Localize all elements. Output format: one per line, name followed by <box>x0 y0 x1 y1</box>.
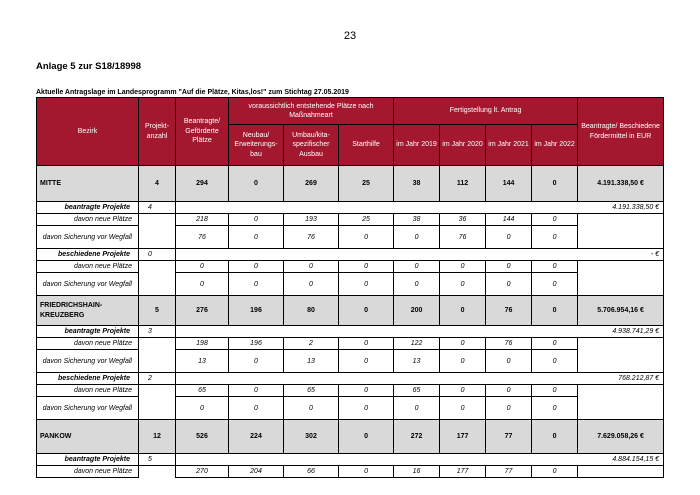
cell-neubau: 0 <box>229 385 284 397</box>
cell-2019: 0 <box>394 273 440 296</box>
cell-umbau: 80 <box>284 296 339 326</box>
detail-label: davon neue Plätze <box>37 214 139 226</box>
cell-umbau: 0 <box>284 261 339 273</box>
cell-betrag: 4.938.741,29 € <box>578 326 664 338</box>
cell-2022: 0 <box>532 226 578 249</box>
detail-label: davon neue Plätze <box>37 466 139 478</box>
cell-2022: 0 <box>532 296 578 326</box>
cell-starthilfe: 0 <box>339 385 394 397</box>
cell-anzahl: 5 <box>139 454 176 466</box>
blank-cell <box>578 466 664 478</box>
blank-cell <box>139 214 176 249</box>
table-caption: Aktuelle Antragslage im Landesprogramm "Auf die Plätze, Kitas,los!" zum Stichtag 27.05.2019 <box>36 89 349 96</box>
district-row-friedrichshain-kreuzberg <box>37 296 664 326</box>
detail-label: davon neue Plätze <box>37 338 139 350</box>
col-bezirk: Bezirk <box>37 98 139 166</box>
cell-2021: 0 <box>486 226 532 249</box>
district-row-pankow <box>37 420 664 454</box>
cell-neubau: 224 <box>229 420 284 454</box>
cell-2021: 76 <box>486 338 532 350</box>
cell-umbau: 302 <box>284 420 339 454</box>
cell-2020: 0 <box>440 350 486 373</box>
cell-anzahl: 4 <box>139 166 176 202</box>
cell-umbau: 0 <box>284 273 339 296</box>
cell-2019: 13 <box>394 350 440 373</box>
subhead-row-mitte-beschieden <box>37 249 664 261</box>
cell-2019: 122 <box>394 338 440 350</box>
cell-neubau: 0 <box>229 397 284 420</box>
cell-2021: 144 <box>486 214 532 226</box>
blank-cell <box>578 338 664 373</box>
detail-row <box>37 261 664 273</box>
district-name: PANKOW <box>37 420 139 454</box>
cell-2020: 112 <box>440 166 486 202</box>
cell-2021: 0 <box>486 385 532 397</box>
cell-starthilfe: 25 <box>339 166 394 202</box>
cell-2021: 144 <box>486 166 532 202</box>
cell-umbau: 193 <box>284 214 339 226</box>
cell-anzahl: 12 <box>139 420 176 454</box>
blank-span <box>176 373 578 385</box>
cell-anzahl: 3 <box>139 326 176 338</box>
cell-2021: 0 <box>486 273 532 296</box>
blank-cell <box>578 214 664 249</box>
cell-2022: 0 <box>532 338 578 350</box>
cell-2019: 272 <box>394 420 440 454</box>
cell-betrag: 4.191.338,50 € <box>578 202 664 214</box>
cell-2020: 0 <box>440 273 486 296</box>
cell-umbau: 13 <box>284 350 339 373</box>
subhead-label: beantragte Projekte <box>37 454 139 466</box>
cell-2019: 0 <box>394 226 440 249</box>
col-group-fertigstellung: Fertigstellung lt. Antrag <box>394 98 578 125</box>
blank-cell <box>578 261 664 296</box>
cell-2022: 0 <box>532 261 578 273</box>
cell-neubau: 0 <box>229 214 284 226</box>
subhead-label: beantragte Projekte <box>37 202 139 214</box>
cell-betrag: 768.212,87 € <box>578 373 664 385</box>
cell-betrag: - € <box>578 249 664 261</box>
cell-2021: 0 <box>486 350 532 373</box>
cell-2022: 0 <box>532 350 578 373</box>
col-2019: im Jahr 2019 <box>394 125 440 166</box>
col-starthilfe: Starthilfe <box>339 125 394 166</box>
subhead-label: beschiedene Projekte <box>37 249 139 261</box>
blank-cell <box>139 338 176 373</box>
blank-cell <box>578 385 664 420</box>
cell-anzahl: 0 <box>139 249 176 261</box>
cell-betrag: 4.191.338,50 € <box>578 166 664 202</box>
cell-anzahl: 4 <box>139 202 176 214</box>
detail-label: davon neue Plätze <box>37 385 139 397</box>
col-foerdermittel: Beantragte/ Beschiedene Fördermittel in EUR <box>578 98 664 166</box>
cell-umbau: 2 <box>284 338 339 350</box>
cell-betrag: 4.884.154,15 € <box>578 454 664 466</box>
cell-plaetze: 270 <box>176 466 229 478</box>
cell-plaetze: 218 <box>176 214 229 226</box>
cell-umbau: 269 <box>284 166 339 202</box>
cell-2021: 0 <box>486 261 532 273</box>
subhead-row-pankow-beantragt <box>37 454 664 466</box>
cell-2020: 0 <box>440 261 486 273</box>
cell-2020: 76 <box>440 226 486 249</box>
cell-betrag: 5.706.954,16 € <box>578 296 664 326</box>
cell-2022: 0 <box>532 420 578 454</box>
subhead-row-mitte-beantragt <box>37 202 664 214</box>
detail-row <box>37 397 664 420</box>
cell-2021: 77 <box>486 420 532 454</box>
cell-neubau: 196 <box>229 296 284 326</box>
cell-plaetze: 276 <box>176 296 229 326</box>
cell-2019: 38 <box>394 214 440 226</box>
detail-label: davon neue Plätze <box>37 261 139 273</box>
cell-starthilfe: 0 <box>339 261 394 273</box>
cell-neubau: 0 <box>229 166 284 202</box>
cell-anzahl: 5 <box>139 296 176 326</box>
district-name: FRIEDRICHSHAIN-KREUZBERG <box>37 296 139 326</box>
cell-betrag: 7.629.058,26 € <box>578 420 664 454</box>
cell-2020: 177 <box>440 420 486 454</box>
blank-cell <box>139 466 176 478</box>
col-2022: im Jahr 2022 <box>532 125 578 166</box>
cell-2022: 0 <box>532 214 578 226</box>
cell-neubau: 0 <box>229 261 284 273</box>
cell-umbau: 65 <box>284 385 339 397</box>
detail-row <box>37 226 664 249</box>
cell-umbau: 0 <box>284 397 339 420</box>
cell-plaetze: 13 <box>176 350 229 373</box>
district-row-mitte <box>37 166 664 202</box>
page-number: 23 <box>343 30 357 42</box>
cell-starthilfe: 0 <box>339 226 394 249</box>
district-name: MITTE <box>37 166 139 202</box>
cell-2020: 0 <box>440 385 486 397</box>
cell-plaetze: 294 <box>176 166 229 202</box>
col-plaetze: Beantragte/ Geförderte Plätze <box>176 98 229 166</box>
cell-plaetze: 0 <box>176 273 229 296</box>
cell-umbau: 66 <box>284 466 339 478</box>
funding-table <box>36 97 664 478</box>
col-umbau: Umbau/kita-spezifischer Ausbau <box>284 125 339 166</box>
detail-row <box>37 385 664 397</box>
cell-starthilfe: 0 <box>339 273 394 296</box>
subhead-row-fk-beschieden <box>37 373 664 385</box>
cell-2020: 36 <box>440 214 486 226</box>
cell-2022: 0 <box>532 466 578 478</box>
detail-label: davon Sicherung vor Wegfall <box>37 350 139 373</box>
col-2020: im Jahr 2020 <box>440 125 486 166</box>
cell-anzahl: 2 <box>139 373 176 385</box>
detail-label: davon Sicherung vor Wegfall <box>37 397 139 420</box>
detail-row <box>37 338 664 350</box>
cell-starthilfe: 0 <box>339 397 394 420</box>
cell-umbau: 76 <box>284 226 339 249</box>
cell-2019: 38 <box>394 166 440 202</box>
cell-neubau: 0 <box>229 273 284 296</box>
cell-starthilfe: 0 <box>339 350 394 373</box>
blank-span <box>176 454 578 466</box>
cell-2019: 16 <box>394 466 440 478</box>
subhead-row-fk-beantragt <box>37 326 664 338</box>
detail-row <box>37 350 664 373</box>
detail-row <box>37 273 664 296</box>
cell-2019: 200 <box>394 296 440 326</box>
detail-label: davon Sicherung vor Wegfall <box>37 273 139 296</box>
cell-starthilfe: 25 <box>339 214 394 226</box>
blank-cell <box>139 385 176 420</box>
cell-2022: 0 <box>532 273 578 296</box>
cell-2021: 77 <box>486 466 532 478</box>
cell-2019: 65 <box>394 385 440 397</box>
cell-2019: 0 <box>394 397 440 420</box>
detail-row <box>37 214 664 226</box>
col-projektanzahl: Projekt-anzahl <box>139 98 176 166</box>
cell-2020: 0 <box>440 296 486 326</box>
subhead-label: beschiedene Projekte <box>37 373 139 385</box>
col-2021: im Jahr 2021 <box>486 125 532 166</box>
document-title: Anlage 5 zur S18/18998 <box>36 61 142 72</box>
cell-2020: 0 <box>440 338 486 350</box>
cell-2022: 0 <box>532 397 578 420</box>
col-neubau: Neubau/ Erweiterungs-bau <box>229 125 284 166</box>
cell-starthilfe: 0 <box>339 466 394 478</box>
subhead-label: beantragte Projekte <box>37 326 139 338</box>
col-group-massnahmeart: voraussichtlich entstehende Plätze nach Maßnahmeart <box>229 98 394 125</box>
cell-neubau: 0 <box>229 226 284 249</box>
cell-starthilfe: 0 <box>339 420 394 454</box>
cell-2020: 177 <box>440 466 486 478</box>
cell-plaetze: 526 <box>176 420 229 454</box>
cell-starthilfe: 0 <box>339 296 394 326</box>
cell-2020: 0 <box>440 397 486 420</box>
blank-span <box>176 202 578 214</box>
blank-span <box>176 249 578 261</box>
cell-2019: 0 <box>394 261 440 273</box>
cell-2022: 0 <box>532 385 578 397</box>
cell-neubau: 0 <box>229 350 284 373</box>
cell-2021: 0 <box>486 397 532 420</box>
cell-plaetze: 65 <box>176 385 229 397</box>
cell-2021: 76 <box>486 296 532 326</box>
cell-plaetze: 76 <box>176 226 229 249</box>
detail-row <box>37 466 664 478</box>
cell-plaetze: 198 <box>176 338 229 350</box>
blank-cell <box>139 261 176 296</box>
cell-neubau: 196 <box>229 338 284 350</box>
cell-neubau: 204 <box>229 466 284 478</box>
detail-label: davon Sicherung vor Wegfall <box>37 226 139 249</box>
cell-plaetze: 0 <box>176 397 229 420</box>
blank-span <box>176 326 578 338</box>
cell-plaetze: 0 <box>176 261 229 273</box>
cell-starthilfe: 0 <box>339 338 394 350</box>
cell-2022: 0 <box>532 166 578 202</box>
